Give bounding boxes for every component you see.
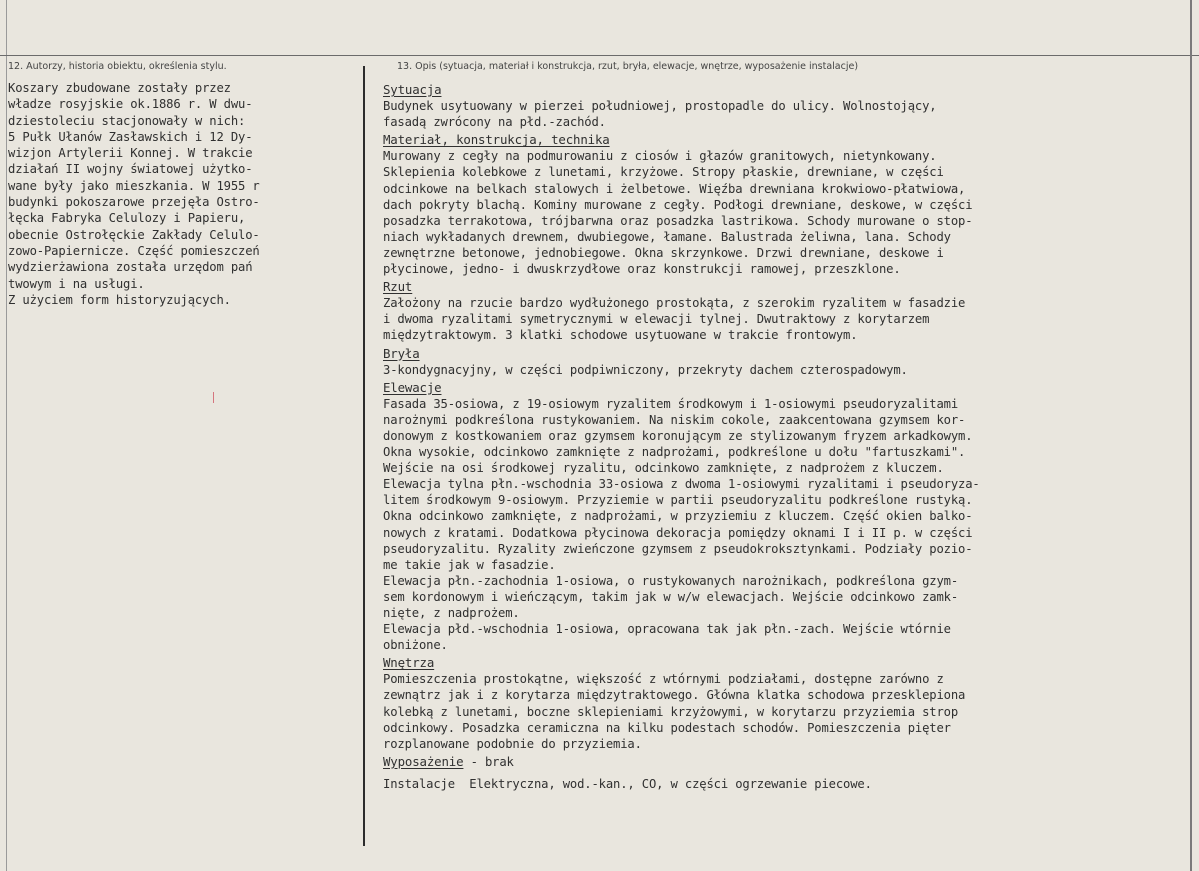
- section-heading-suffix: - brak: [463, 754, 514, 769]
- text-line: Elewacja płd.-wschodnia 1-osiowa, opracowana tak jak płn.-zach. Wejście wtórnie: [383, 622, 951, 637]
- text-line: Elewacja tylna płn.-wschodnia 33-osiowa z dwoma 1-osiowymi ryzalitami i pseudoryza-: [383, 477, 980, 492]
- text-line: Okna wysokie, odcinkowo zamknięte z nadprożami, podkreślone u dołu "fartuszkami".: [383, 445, 966, 460]
- left-edge-line: [6, 0, 7, 871]
- text-line: dziestoleciu stacjonowały w nich:: [8, 113, 246, 128]
- text-line: me takie jak w fasadzie.: [383, 557, 556, 572]
- text-line: Wejście na osi środkowej ryzalitu, odcinkowo zamknięte, z nadprożem z kluczem.: [383, 461, 944, 476]
- text-line: nięte, z nadprożem.: [383, 606, 520, 620]
- text-line: wane były jako mieszkania. W 1955 r: [8, 178, 260, 193]
- text-line: Koszary zbudowane zostały przez: [8, 81, 231, 95]
- section-elewacje: [383, 380, 1189, 654]
- text-line: wydzierżawiona została urzędom pań: [8, 260, 253, 275]
- text-line: działań II wojny światowej użytko-: [8, 162, 253, 177]
- text-line: Założony na rzucie bardzo wydłużonego prostokąta, z szerokim ryzalitem w fasadzie: [383, 296, 966, 311]
- text-line: Elewacja płn.-zachodnia 1-osiowa, o rustykowanych narożnikach, podkreślona gzym-: [383, 573, 958, 588]
- text-line: i dwoma ryzalitami symetrycznymi w elewacji tylnej. Dwutraktowy z korytarzem: [383, 312, 930, 327]
- text-line: dach pokryty blachą. Kominy murowane z cegły. Podłogi drewniane, deskowe, w części: [383, 197, 973, 212]
- text-line: rozplanowane podobnie do przyziemia.: [383, 736, 642, 751]
- text-line: posadzka terrakotowa, trójbarwna oraz posadzka lastrikowa. Schody murowane o stop-: [383, 213, 973, 228]
- text-line: Pomieszczenia prostokątne, większość z wtórnymi podziałami, dostępne zarówno z: [383, 672, 944, 687]
- section-sytuacja: [383, 82, 1189, 130]
- section-heading: Bryła: [383, 345, 420, 361]
- text-line: odcinkowy. Posadzka ceramiczna na kilku podestach schodów. Pomieszczenia pięter: [383, 720, 951, 735]
- text-line: Okna odcinkowo zamknięte, z nadprożami, w przyziemiu z kluczem. Część okien balko-: [383, 509, 973, 524]
- text-line: obniżone.: [383, 638, 448, 653]
- section-heading: Rzut: [383, 279, 413, 295]
- section-heading: Wyposażenie: [383, 753, 464, 769]
- text-line: łęcka Fabryka Celulozy i Papieru,: [8, 211, 246, 226]
- text-line: budynki pokoszarowe przejęła Ostro-: [8, 195, 260, 210]
- section-heading: Sytuacja: [383, 82, 442, 97]
- text-line: zewnątrz jak i z korytarza międzytraktowego. Główna klatka schodowa przesklepiona: [383, 688, 966, 703]
- text-line: fasadą zwrócony na płd.-zachód.: [383, 115, 606, 130]
- text-line: litem środkowym 9-osiowym. Przyziemie w partii pseudoryzalitu podkreślone rustyką.: [383, 493, 973, 508]
- text-line: płycinowe, jedno- i dwuskrzydłowe oraz konstrukcji ramowej, przeszklone.: [383, 262, 901, 277]
- description-text: [383, 82, 1189, 794]
- right-edge-line: [1190, 0, 1192, 871]
- text-line: odcinkowe na belkach stalowych i żelbetowe. Więźba drewniana krokwiowo-płatwiowa,: [383, 181, 966, 196]
- text-line: międzytraktowym. 3 klatki schodowe usytuowane w trakcie frontowym.: [383, 328, 858, 343]
- text-line: Sklepienia kolebkowe z lunetami, krzyżowe. Stropy płaskie, drewniane, w części: [383, 165, 944, 180]
- field-13-header: 13. Opis (sytuacja, materiał i konstrukcja, rzut, bryła, elewacje, wnętrze, wyposażenie instalacje): [397, 61, 859, 72]
- text-line: Instalacje Elektryczna, wod.-kan., CO, w części ogrzewanie piecowe.: [383, 776, 872, 791]
- text-line: sem kordonowym i wieńczącym, takim jak w w/w elewacjach. Wejście odcinkowo zamk-: [383, 589, 958, 604]
- section-rzut: [383, 279, 1189, 343]
- text-line: zowo-Papiernicze. Część pomieszczeń: [8, 243, 260, 258]
- text-line: obecnie Ostrołęckie Zakłady Celulo-: [8, 227, 260, 242]
- section-heading: Elewacje: [383, 379, 442, 395]
- text-line: wizjon Artylerii Konnej. W trakcie: [8, 146, 253, 161]
- section-bryla: [383, 346, 1189, 378]
- section-material: [383, 132, 1189, 277]
- text-line: donowym z kostkowaniem oraz gzymsem koronującym ze stylizowanym fryzem arkadkowym.: [383, 428, 973, 443]
- text-line: narożnymi podkreślona rustykowaniem. Na niskim cokole, zaakcentowana gzymsem kor-: [383, 412, 966, 427]
- section-heading: Materiał, konstrukcja, technika: [383, 132, 610, 148]
- text-line: Murowany z cegły na podmurowaniu z ciosów i głazów granitowych, nietynkowany.: [383, 149, 937, 164]
- field-12-header: 12. Autorzy, historia obiektu, określenia stylu.: [8, 61, 227, 72]
- text-line: Budynek usytuowany w pierzei południowej, prostopadle do ulicy. Wolnostojący,: [383, 99, 937, 114]
- pen-mark: [213, 392, 214, 403]
- history-text: [8, 80, 360, 308]
- text-line: zewnętrzne betonowe, jednobiegowe. Okna skrzynkowe. Drzwi drewniane, deskowe i: [383, 245, 944, 260]
- top-rule: [0, 55, 1199, 56]
- text-line: pseudoryzalitu. Ryzality zwieńczone gzymsem z pseudokroksztynkami. Podziały pozio-: [383, 541, 973, 556]
- text-line: nowych z kratami. Dodatkowa płycinowa dekoracja pomiędzy oknami I i II p. w części: [383, 525, 973, 540]
- text-line: Z użyciem form historyzujących.: [8, 292, 231, 307]
- text-line: kolebką z lunetami, boczne sklepieniami krzyżowymi, w korytarzu przyziemia strop: [383, 704, 958, 719]
- text-line: niach wykładanych drewnem, dwubiegowe, łamane. Balustrada żeliwna, lana. Schody: [383, 229, 951, 244]
- column-divider: [363, 66, 365, 846]
- section-heading: Wnętrza: [383, 655, 435, 671]
- text-line: Fasada 35-osiowa, z 19-osiowym ryzalitem środkowym i 1-osiowymi pseudoryzalitami: [383, 396, 958, 411]
- text-line: 3-kondygnacyjny, w części podpiwniczony, przekryty dachem czterospadowym.: [383, 362, 908, 377]
- text-line: twowym i na usługi.: [8, 276, 145, 291]
- text-line: 5 Pułk Ułanów Zasławskich i 12 Dy-: [8, 129, 253, 144]
- text-line: władze rosyjskie ok.1886 r. W dwu-: [8, 97, 253, 112]
- section-wnetrza: [383, 655, 1189, 752]
- section-wyposazenie: [383, 754, 1189, 792]
